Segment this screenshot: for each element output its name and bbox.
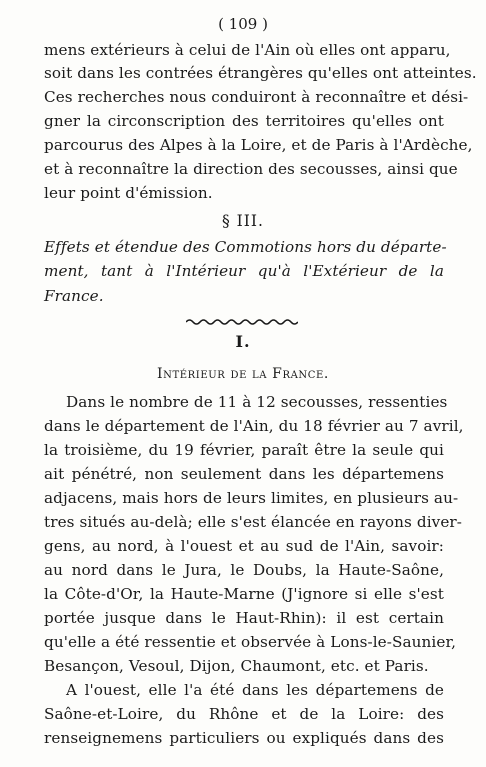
text-line: adjacens, mais hors de leurs limites, en plusieurs au- <box>44 489 459 507</box>
subsection-number: I. <box>235 332 251 351</box>
section-title-line: Effets et étendue des Commotions hors du départe- <box>44 238 447 256</box>
section-heading: § III. <box>222 212 264 230</box>
section-title-line: France. <box>44 287 104 305</box>
text-line: Saône-et-Loire, du Rhône et de la Loire: des <box>44 705 444 723</box>
text-line: leur point d'émission. <box>44 184 213 202</box>
text-line: soit dans les contrées étrangères qu'elles ont atteintes. <box>44 64 477 82</box>
text-line: Besançon, Vesoul, Dijon, Chaumont, etc. et Paris. <box>44 657 429 675</box>
text-line: parcourus des Alpes à la Loire, et de Paris à l'Ardèche, <box>44 136 473 154</box>
text-line: dans le département de l'Ain, du 18 février au 7 avril, <box>44 417 464 435</box>
text-line: portée jusque dans le Haut-Rhin): il est certain <box>44 609 444 627</box>
page-number: ( 109 ) <box>218 15 268 33</box>
text-line: tres situés au-delà; elle s'est élancée en rayons diver- <box>44 513 463 531</box>
text-line: gens, au nord, à l'ouest et au sud de l'Ain, savoir: <box>44 537 444 555</box>
text-line: A l'ouest, elle l'a été dans les départemens de <box>66 681 444 699</box>
text-line: Dans le nombre de 11 à 12 secousses, ressenties <box>66 393 448 411</box>
ornamental-rule <box>186 318 298 326</box>
text-line: la troisième, du 19 février, paraît être la seule qui <box>44 441 444 459</box>
text-line: ait pénétré, non seulement dans les départemens <box>44 465 444 483</box>
text-line: gner la circonscription des territoires qu'elles ont <box>44 112 444 130</box>
text-line: la Côte-d'Or, la Haute-Marne (J'ignore si elle s'est <box>44 585 444 603</box>
text-line: qu'elle a été ressentie et observée à Lons-le-Saunier, <box>44 633 457 651</box>
text-line: et à reconnaître la direction des secousses, ainsi que <box>44 160 458 178</box>
text-line: au nord dans le Jura, le Doubs, la Haute-Saône, <box>44 561 444 579</box>
text-line: mens extérieurs à celui de l'Ain où elles ont apparu, <box>44 41 451 59</box>
text-line: Ces recherches nous conduiront à reconnaître et dési- <box>44 88 469 106</box>
section-title-line: ment, tant à l'Intérieur qu'à l'Extérieur de la <box>44 262 444 280</box>
text-line: renseignemens particuliers ou expliqués dans des <box>44 729 444 747</box>
subsection-title: Intérieur de la France. <box>157 366 329 382</box>
